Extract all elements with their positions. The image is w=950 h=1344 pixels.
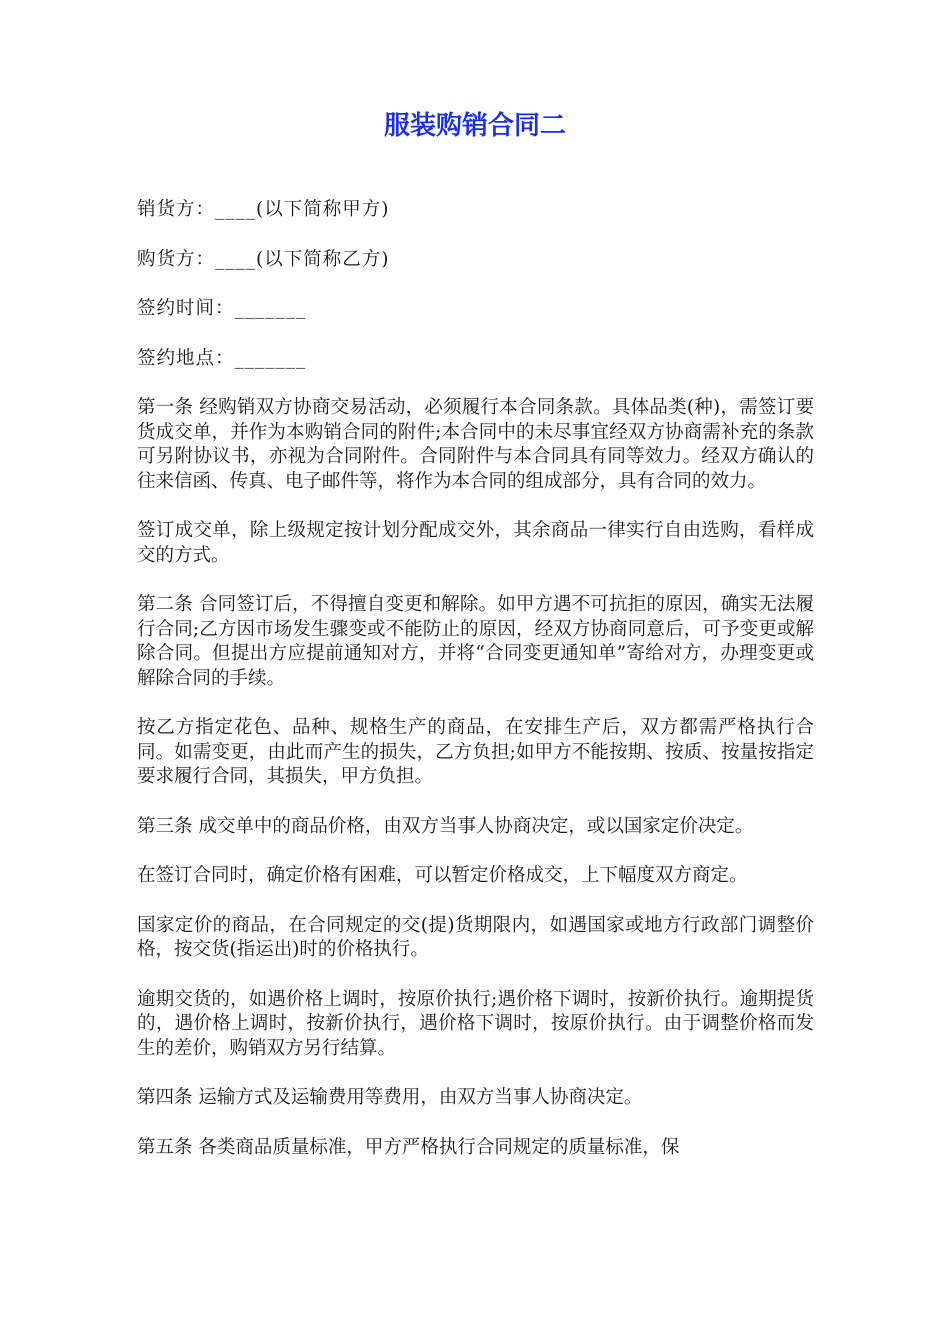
custom-production-paragraph: 按乙方指定花色、品种、规格生产的商品，在安排生产后，双方都需严格执行合同。如需变更，由此而产生的损失，乙方负担;如甲方不能按期、按质、按量按指定要求履行合同，其损失，甲方负担。 (137, 717, 814, 787)
order-form-paragraph: 签订成交单，除上级规定按计划分配成交外，其余商品一律实行自由选购，看样成交的方式。 (137, 520, 814, 566)
signing-time-field: 签约时间：_______ (137, 298, 307, 319)
provisional-price-paragraph: 在签订合同时，确定价格有困难，可以暂定价格成交，上下幅度双方商定。 (137, 865, 748, 886)
state-price-paragraph: 国家定价的商品，在合同规定的交(提)货期限内，如遇国家或地方行政部门调整价格，按交货(指运出)时的价格执行。 (137, 914, 814, 960)
late-delivery-paragraph: 逾期交货的，如遇价格上调时，按原价执行;遇价格下调时，按新价执行。逾期提货的，遇价格上调时，按新价执行，遇价格下调时，按原价执行。由于调整价格而发生的差价，购销双方另行结算。 (137, 988, 814, 1059)
seller-field: 销货方：____(以下简称甲方) (137, 199, 390, 220)
article-4-paragraph: 第四条 运输方式及运输费用等费用，由双方当事人协商决定。 (137, 1087, 643, 1108)
article-2-paragraph: 第二条 合同签订后，不得擅自变更和解除。如甲方遇不可抗拒的原因，确实无法履行合同;乙方因市场发生骤变或不能防止的原因，经双方协商同意后，可予变更或解除合同。但提出方应提前通知对方，并将“合同变更通知单”寄给对方，办理变更或解除合同的手续。 (137, 594, 814, 689)
signing-place-field: 签约地点：_______ (137, 347, 307, 369)
document-title: 服装购销合同二 (383, 111, 566, 141)
buyer-field: 购货方：____(以下简称乙方) (137, 248, 390, 270)
article-5-paragraph: 第五条 各类商品质量标准，甲方严格执行合同规定的质量标准，保 (137, 1136, 680, 1158)
article-3-paragraph: 第三条 成交单中的商品价格，由双方当事人协商决定，或以国家定价决定。 (137, 815, 754, 837)
article-1-paragraph: 第一条 经购销双方协商交易活动，必须履行本合同条款。具体品类(种)，需签订要货成交单，并作为本购销合同的附件;本合同中的未尽事宜经双方协商需补充的条款可另附协议书，亦视为合同附件。合同附件与本合同具有同等效力。经双方确认的往来信函、传真、电子邮件等，将作为本合同的组成部分，具有合同的效力。 (137, 397, 814, 492)
document-body (137, 198, 814, 1185)
